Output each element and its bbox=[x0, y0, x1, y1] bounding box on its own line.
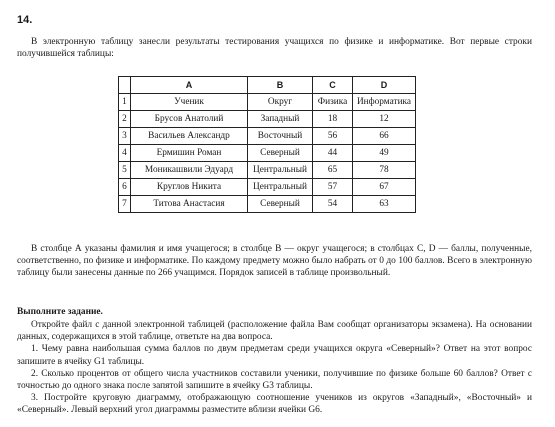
cell-informatics: 66 bbox=[353, 128, 416, 145]
cell-district: Центральный bbox=[248, 162, 313, 179]
task-heading: Выполните задание. bbox=[17, 307, 103, 317]
table-row bbox=[119, 196, 416, 213]
cell-district: Северный bbox=[248, 145, 313, 162]
intro-paragraph: В электронную таблицу занесли результаты тестирования учащихся по физике и информатике. Вот первые строки получившейся таблицы: bbox=[17, 37, 532, 60]
cell-student: Васильев Александр bbox=[131, 128, 248, 145]
cell-district: Северный bbox=[248, 196, 313, 213]
cell-student: Ученик bbox=[131, 94, 248, 111]
row-number: 7 bbox=[119, 196, 131, 213]
cell-physics: 18 bbox=[313, 111, 353, 128]
cell-informatics: 49 bbox=[353, 145, 416, 162]
table-row bbox=[119, 179, 416, 196]
row-number: 4 bbox=[119, 145, 131, 162]
table-row bbox=[119, 162, 416, 179]
row-number: 2 bbox=[119, 111, 131, 128]
task-instruction: Откройте файл с данной электронной таблицей (расположение файла Вам сообщат организаторы экзамена). На основании данных, содержащихся в этой таблице, ответьте на два вопроса. bbox=[17, 320, 532, 343]
row-number: 1 bbox=[119, 94, 131, 111]
cell-district: Округ bbox=[248, 94, 313, 111]
column-header-row bbox=[119, 77, 416, 94]
table-row bbox=[119, 128, 416, 145]
spreadsheet-table bbox=[118, 76, 416, 213]
cell-informatics: 63 bbox=[353, 196, 416, 213]
cell-physics: Физика bbox=[313, 94, 353, 111]
cell-student: Титова Анастасия bbox=[131, 196, 248, 213]
cell-physics: 65 bbox=[313, 162, 353, 179]
task-number: 14. bbox=[17, 14, 33, 26]
cell-informatics: 12 bbox=[353, 111, 416, 128]
cell-student: Круглов Никита bbox=[131, 179, 248, 196]
cell-student: Брусов Анатолий bbox=[131, 111, 248, 128]
task-block bbox=[17, 319, 532, 417]
task-question-2: 2. Сколько процентов от общего числа участников составили ученики, получившие по физике больше 60 баллов? Ответ с точностью до одного знака после запятой запишите в ячейку G3 таблицы. bbox=[17, 368, 532, 392]
cell-student: Ермишин Роман bbox=[131, 145, 248, 162]
row-number: 3 bbox=[119, 128, 131, 145]
col-header: C bbox=[313, 77, 353, 94]
row-number: 6 bbox=[119, 179, 131, 196]
cell-district: Центральный bbox=[248, 179, 313, 196]
task-question-1: 1. Чему равна наибольшая сумма баллов по двум предметам среди учащихся округа «Северный»? Ответ на этот вопрос запишите в ячейку G1 таблицы. bbox=[17, 344, 532, 367]
cell-district: Западный bbox=[248, 111, 313, 128]
corner-cell bbox=[119, 77, 131, 94]
cell-district: Восточный bbox=[248, 128, 313, 145]
task-question-3: 3. Постройте круговую диаграмму, отображающую соотношение учеников из округов «Западный», «Восточный» и «Северный». Левый верхний угол диаграммы разместите вблизи ячейки G6. bbox=[17, 393, 532, 416]
table-row bbox=[119, 94, 416, 111]
cell-physics: 44 bbox=[313, 145, 353, 162]
cell-student: Моникашвили Эдуард bbox=[131, 162, 248, 179]
col-header: A bbox=[131, 77, 248, 94]
table-row bbox=[119, 111, 416, 128]
row-number: 5 bbox=[119, 162, 131, 179]
cell-informatics: Информатика bbox=[353, 94, 416, 111]
cell-physics: 54 bbox=[313, 196, 353, 213]
cell-informatics: 78 bbox=[353, 162, 416, 179]
col-header: D bbox=[353, 77, 416, 94]
col-header: B bbox=[248, 77, 313, 94]
cell-physics: 57 bbox=[313, 179, 353, 196]
table-row bbox=[119, 145, 416, 162]
description-paragraph: В столбце А указаны фамилия и имя учащегося; в столбце В — округ учащегося; в столбцах С, D — баллы, полученные, соответственно, по физике и информатике. По каждому предмету можно было набрать от 0 до 100 баллов. Всего в электронную таблицу были занесены данные по 266 учащимся. Порядок записей в таблице произвольный. bbox=[17, 244, 532, 279]
cell-informatics: 67 bbox=[353, 179, 416, 196]
cell-physics: 56 bbox=[313, 128, 353, 145]
